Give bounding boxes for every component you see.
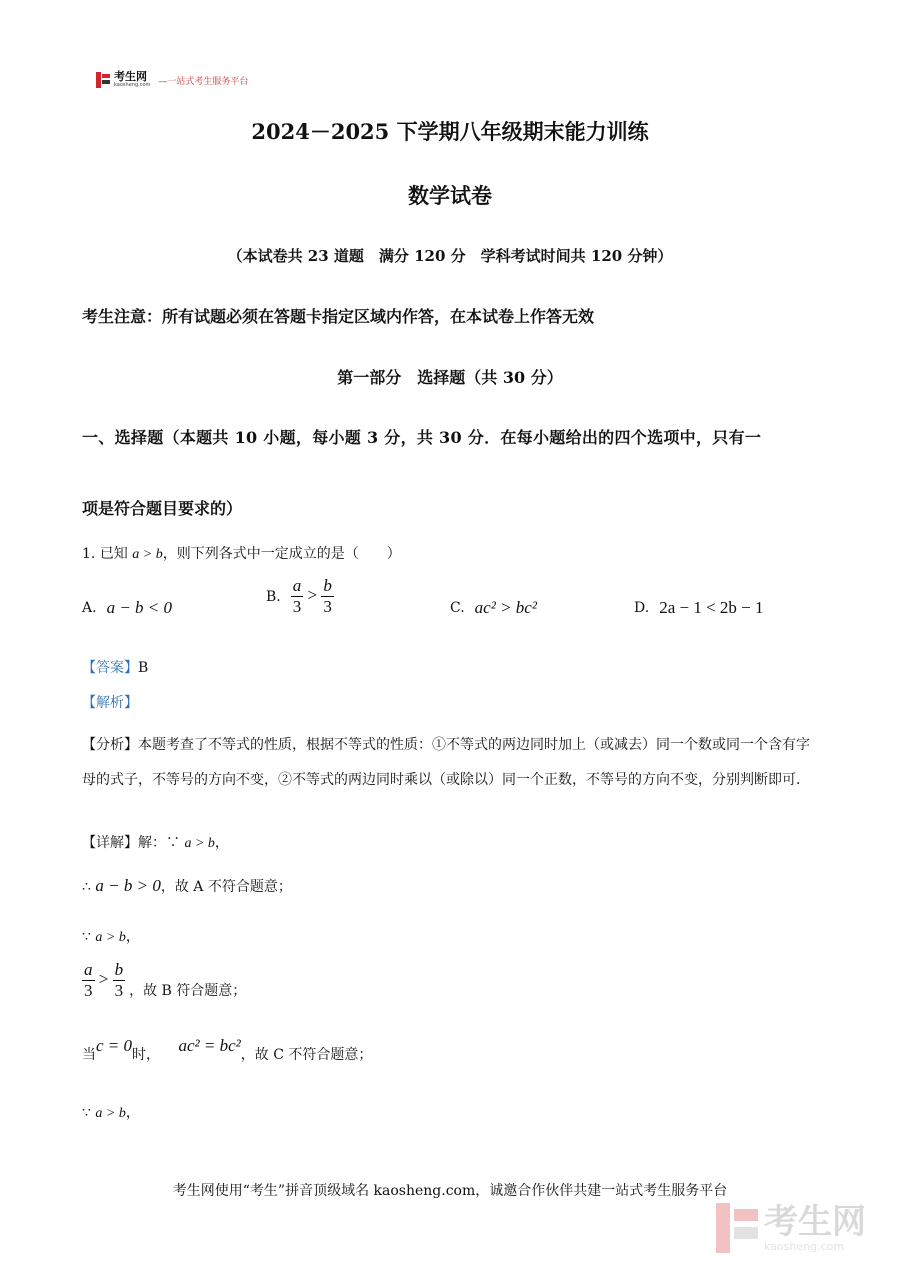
logo-domain: kaosheng.com bbox=[114, 82, 151, 88]
option-a bbox=[82, 598, 172, 618]
detail-line-4: $\frac{a}{3}$ > $\frac{b}{3}$ ，故 B 符合题意； bbox=[84, 960, 247, 1000]
option-expr: a − b < 0 bbox=[106, 598, 173, 617]
subject-title: 数学试卷 bbox=[408, 183, 492, 208]
option-expr: 2a − 1 < 2b − 1 bbox=[659, 598, 764, 617]
exam-info: （本试卷共 23 道题 满分 120 分 学科考试时间共 120 分钟） bbox=[227, 247, 673, 265]
option-c bbox=[450, 598, 537, 618]
option-label: B. bbox=[266, 588, 281, 605]
logo-slogan: —一站式考生服务平台 bbox=[158, 76, 249, 87]
question-1 bbox=[82, 543, 401, 563]
question-number: 1. bbox=[82, 546, 96, 562]
header-logo bbox=[96, 72, 248, 88]
option-expr: ac² > bc² bbox=[474, 598, 537, 617]
watermark bbox=[716, 1203, 866, 1253]
detail-line-5: 当c = 0时， ac² = bc²，故 C 不符合题意； bbox=[82, 1036, 373, 1063]
analysis-tag: 【解析】 bbox=[82, 695, 138, 711]
option-label: A. bbox=[82, 600, 97, 616]
detail-line-6: ∵ a > b， bbox=[82, 1105, 140, 1121]
section-heading-line2: 项是符合题目要求的） bbox=[82, 499, 243, 518]
question-condition: a > b bbox=[132, 547, 163, 562]
question-prefix: 已知 bbox=[99, 546, 128, 562]
analysis-text: 【分析】本题考查了不等式的性质，根据不等式的性质：①不等式的两边同时加上（或减去）同一个数或同一个含有字母的式子，不等号的方向不变，②不等式的两边同时乘以（或除以）同一个正数，不等号的方向不变，分别判断即可． bbox=[82, 737, 810, 788]
watermark-domain: kaosheng.com bbox=[764, 1239, 845, 1253]
detail-line-1: 【详解】解：∵ a > b， bbox=[82, 835, 229, 851]
candidate-notice: 考生注意：所有试题必须在答题卡指定区域内作答，在本试卷上作答无效 bbox=[82, 307, 595, 326]
option-b: B. $\frac{a}{3}$ > $\frac{b}{3}$ bbox=[266, 576, 332, 616]
answer-tag: 【答案】 bbox=[82, 660, 138, 676]
logo-mark-icon bbox=[96, 72, 110, 88]
answer-value: B bbox=[138, 660, 149, 676]
exam-title: 2024－2025 下学期八年级期末能力训练 bbox=[251, 119, 649, 144]
watermark-name: 考生网 bbox=[764, 1201, 866, 1242]
option-d bbox=[634, 598, 764, 618]
detail-line-3: ∵ a > b， bbox=[82, 929, 140, 945]
logo-name: 考生网 bbox=[114, 70, 147, 83]
part-heading: 第一部分 选择题（共 30 分） bbox=[337, 368, 563, 387]
page-footer: 考生网使用“考生”拼音顶级域名 kaosheng.com，诚邀合作伙伴共建一站式考生服务平台 bbox=[172, 1183, 728, 1199]
section-heading-line1: 一、选择题（本题共 10 小题，每小题 3 分，共 30 分．在每小题给出的四个选项中，只有一 bbox=[82, 428, 762, 447]
fraction: $\frac{b}{3}$ bbox=[114, 960, 124, 1000]
fraction: $\frac{a}{3}$ bbox=[292, 576, 302, 616]
fraction: $\frac{b}{3}$ bbox=[323, 576, 332, 616]
option-label: D. bbox=[634, 600, 650, 616]
answer-line bbox=[82, 657, 148, 677]
detail-line-2: ∴ a − b > 0，故 A 不符合题意； bbox=[82, 876, 292, 895]
watermark-logo-icon bbox=[716, 1203, 758, 1253]
option-label: C. bbox=[450, 600, 465, 616]
question-suffix: ，则下列各式中一定成立的是（ ） bbox=[162, 546, 401, 562]
fraction: $\frac{a}{3}$ bbox=[84, 960, 93, 1000]
